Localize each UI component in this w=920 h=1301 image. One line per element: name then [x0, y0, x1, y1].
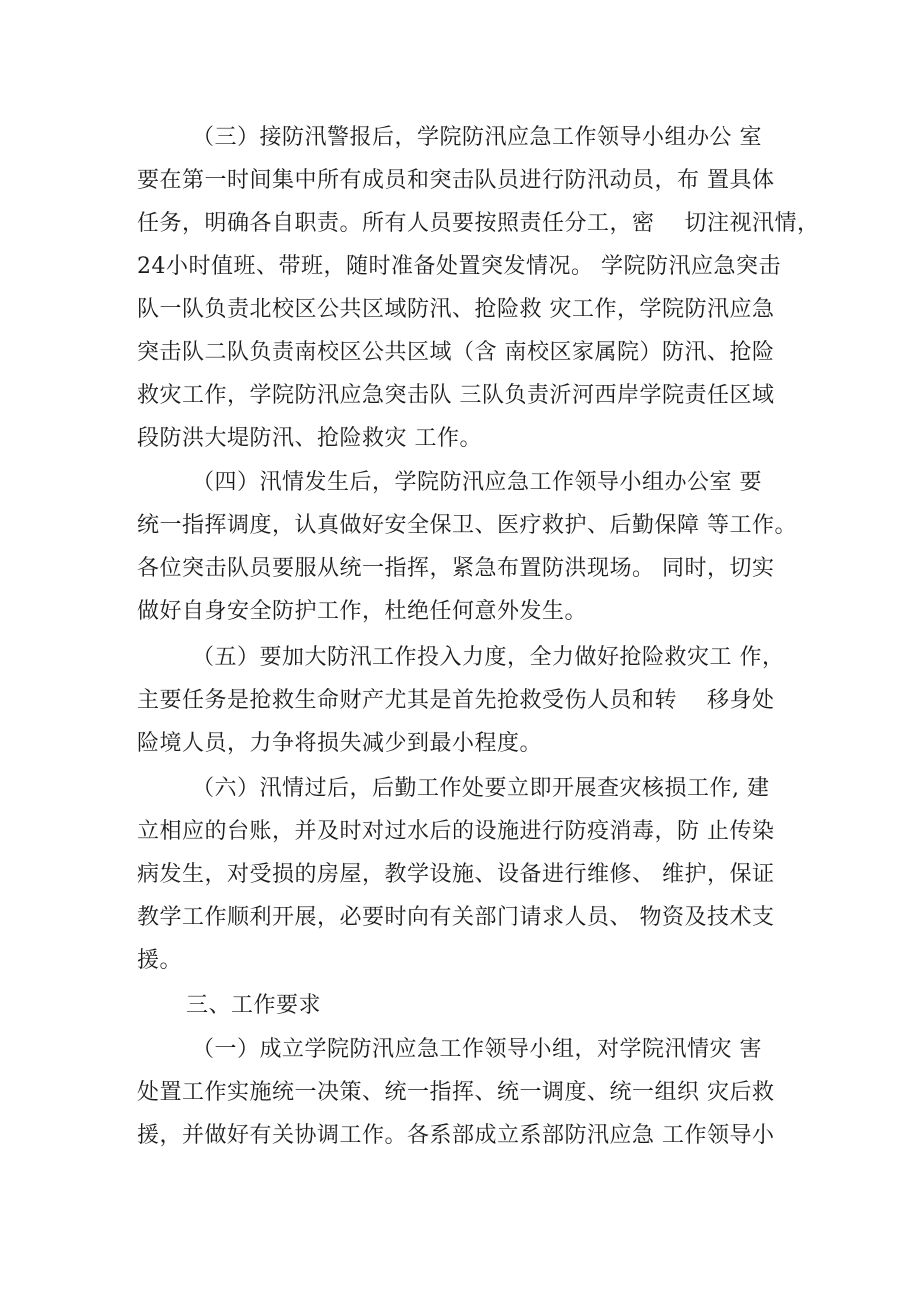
paragraph-6-line-3: 病发生，对受损的房屋，教学设施、设备进行维修、 维护，保证: [137, 862, 775, 887]
paragraph-3-line-4: 24小时值班、带班，随时准备处置突发情况。 学院防汛应急突击: [137, 254, 781, 279]
paragraph-5-line-3: 险境人员，力争将损失减少到最小程度。: [137, 731, 543, 756]
requirement-1-line-3: 援，并做好有关协调工作。各系部成立系部防汛应急 工作领导小: [137, 1123, 775, 1148]
paragraph-4-line-1: （四）汛情发生后，学院防汛应急工作领导小组办公室 要: [192, 470, 762, 495]
paragraph-6-line-2: 立相应的台账，并及时对过水后的设施进行防疫消毒，防 止传染: [137, 819, 775, 844]
requirement-1-line-1: （一）成立学院防汛应急工作领导小组，对学院汛情灾 害: [192, 1037, 762, 1062]
paragraph-4-line-4: 做好自身安全防护工作，杜绝任何意外发生。: [137, 599, 588, 624]
paragraph-3-line-3: 任务，明确各自职责。所有人员要按照责任分工，密 切注视汛情，: [137, 211, 820, 236]
requirement-1-line-2: 处置工作实施统一决策、统一指挥、统一调度、统一组织 灾后救: [137, 1080, 775, 1105]
paragraph-3-line-5: 队一队负责北校区公共区域防汛、抢险救 灾工作，学院防汛应急: [137, 297, 775, 322]
section-heading: 三、工作要求: [186, 993, 322, 1018]
paragraph-6-line-4: 教学工作顺利开展，必要时向有关部门请求人员、 物资及技术支: [137, 905, 775, 930]
paragraph-3-line-6: 突击队二队负责南校区公共区域（含 南校区家属院）防汛、抢险: [137, 340, 775, 365]
paragraph-3-line-2: 要在第一时间集中所有成员和突击队员进行防汛动员，布 置具体: [137, 168, 775, 193]
paragraph-5-line-2: 主要任务是抢救生命财产尤其是首先抢救受伤人员和转 移身处: [137, 688, 775, 713]
paragraph-3-line-8: 段防洪大堤防汛、抢险救灾 工作。: [137, 426, 482, 451]
paragraph-6-line-5: 援。: [137, 948, 183, 973]
paragraph-3-line-7: 救灾工作，学院防汛应急突击队 三队负责沂河西岸学院责任区域: [137, 383, 775, 408]
paragraph-6-line-1: （六）汛情过后，后勤工作处要立即开展查灾核损工作, 建: [192, 776, 770, 801]
paragraph-3-line-1: （三）接防汛警报后，学院防汛应急工作领导小组办公 室: [192, 125, 762, 150]
paragraph-5-line-1: （五）要加大防汛工作投入力度，全力做好抢险救灾工 作，: [192, 645, 785, 670]
paragraph-4-line-3: 各位突击队员要服从统一指挥，紧急布置防洪现场。 同时，切实: [137, 556, 775, 581]
paragraph-4-line-2: 统一指挥调度，认真做好安全保卫、医疗救护、后勤保障 等工作。: [137, 513, 797, 538]
